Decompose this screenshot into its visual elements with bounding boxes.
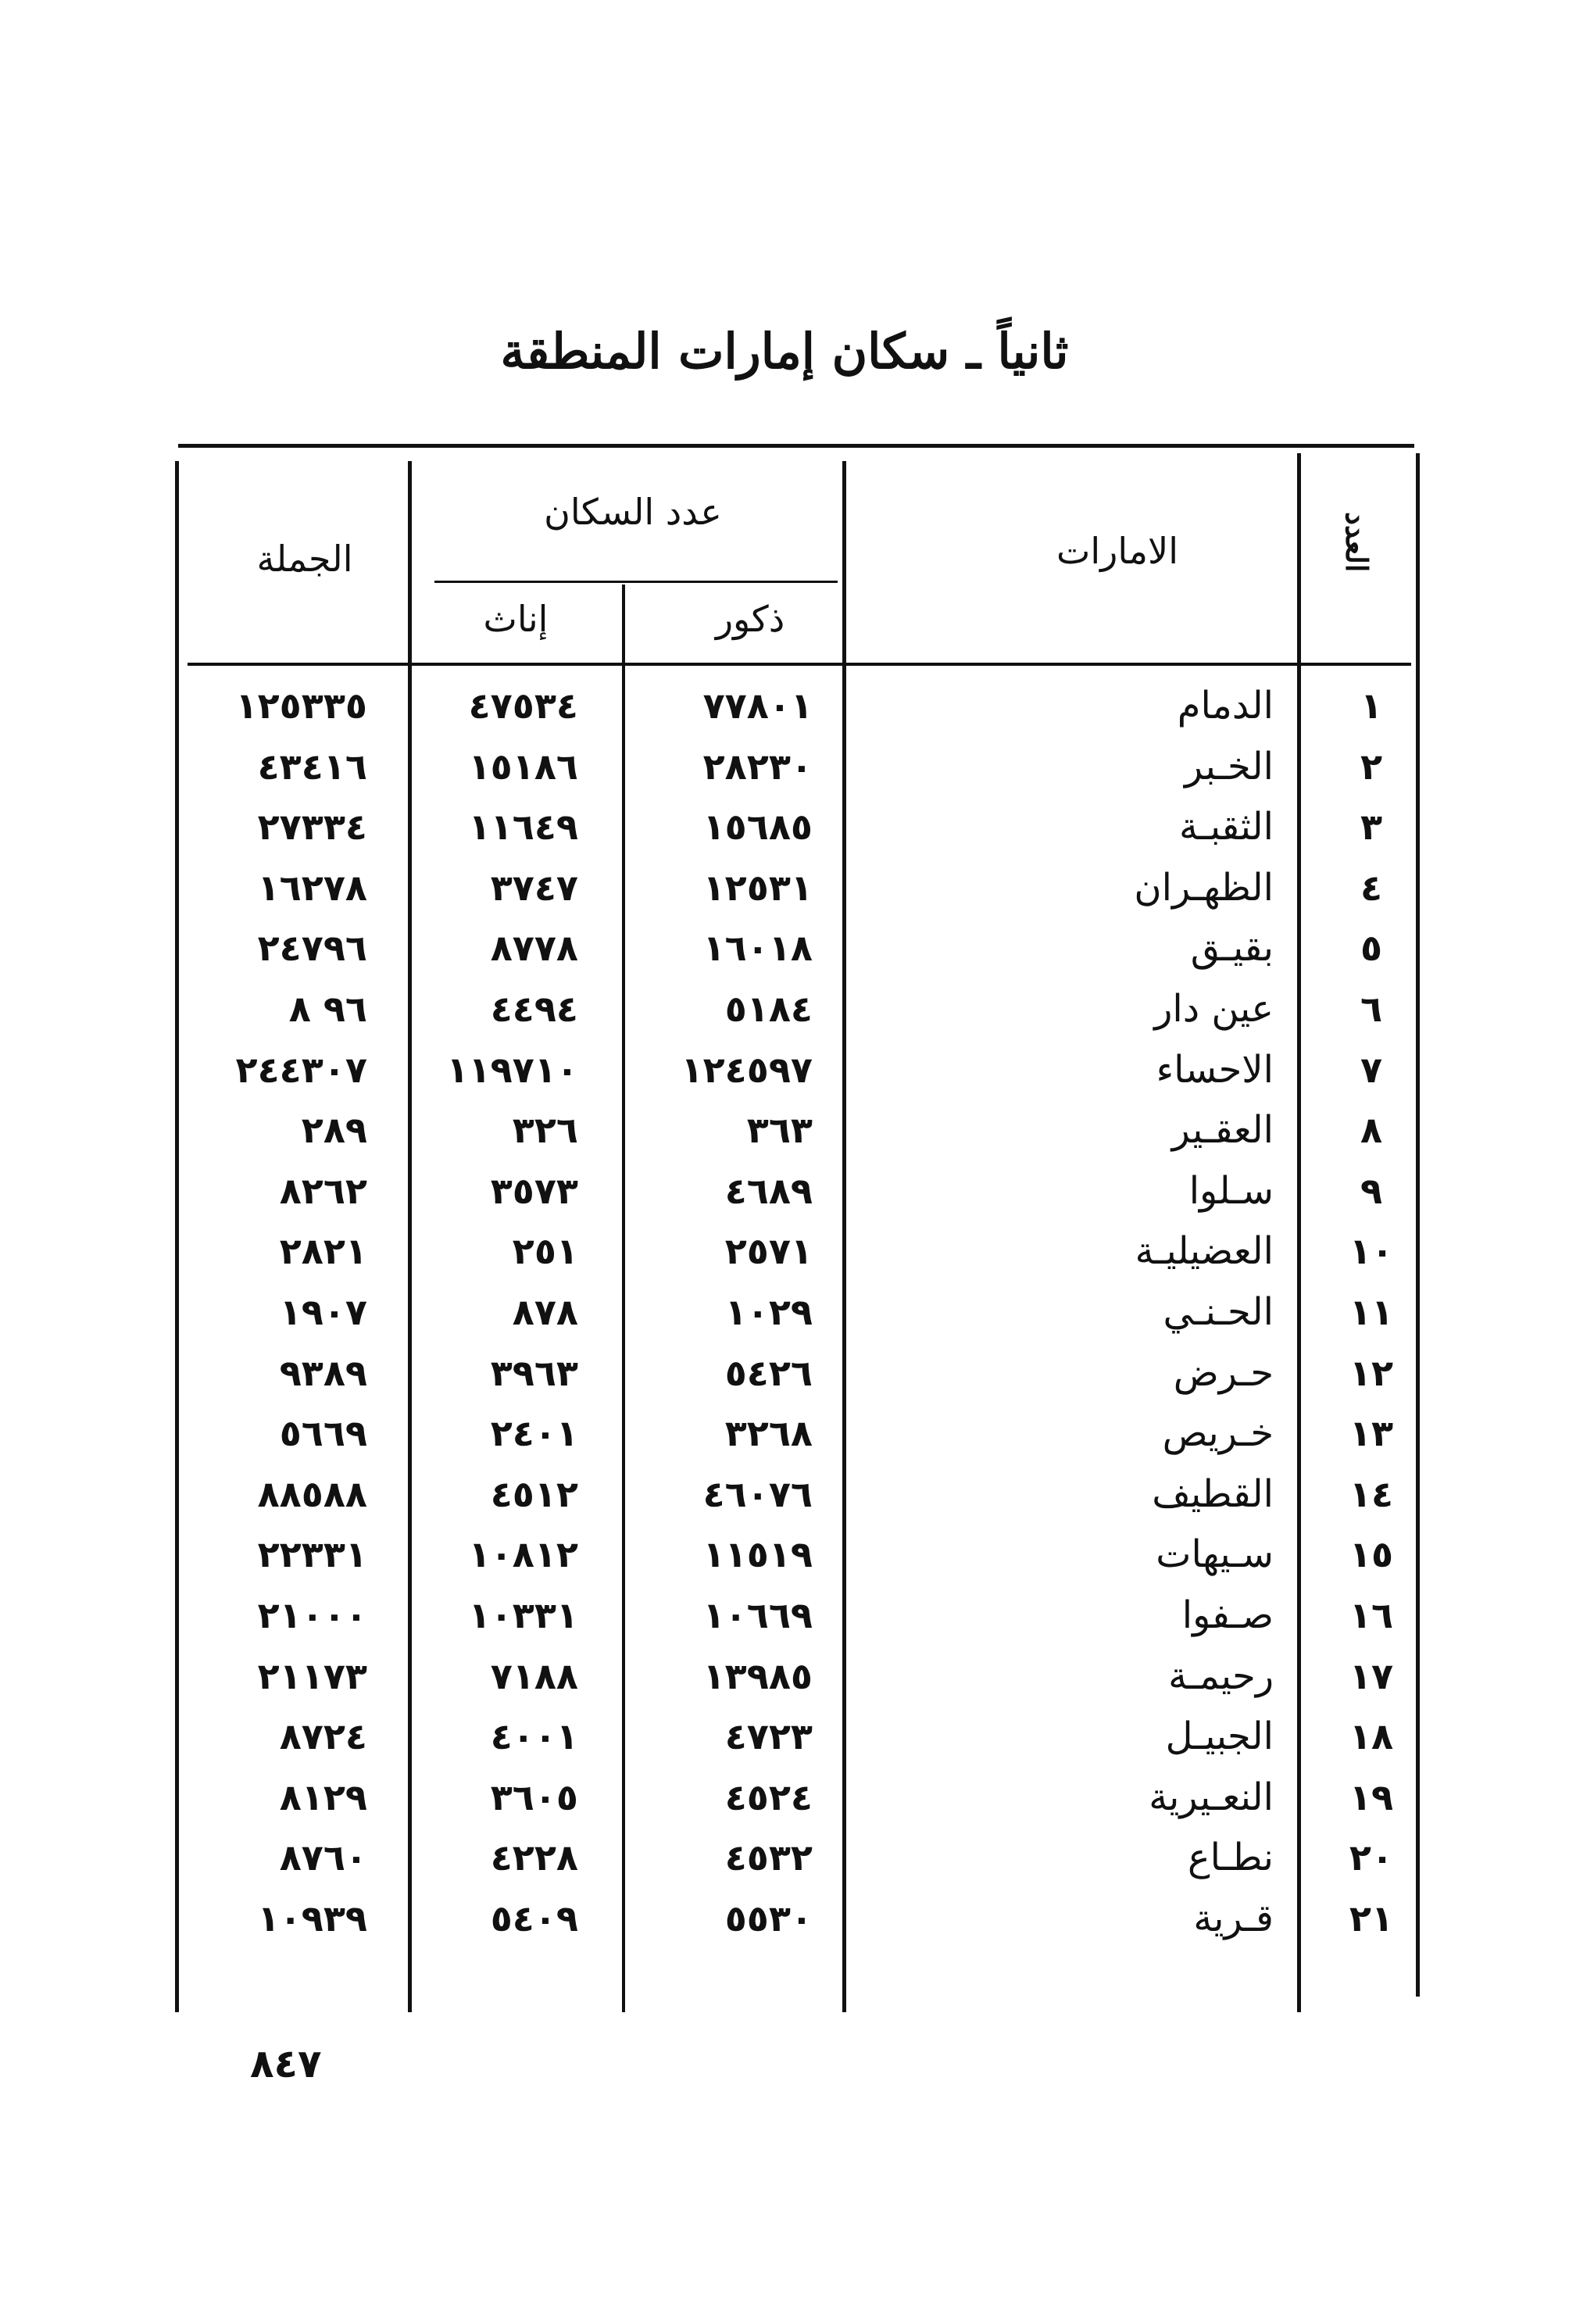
table-row (0, 676, 1569, 735)
table-body (0, 676, 1569, 1940)
female-count: ٨٧٨ (512, 1291, 578, 1333)
male-count: ٥١٨٤ (724, 988, 813, 1030)
header-index: العدد (1339, 512, 1374, 573)
total-count: ٨١٢٩ (279, 1776, 367, 1818)
male-count: ٤٦٠٧٦ (702, 1473, 813, 1515)
row-index: ١ (1360, 685, 1383, 727)
emirate-name: الحـنـي (1163, 1290, 1274, 1334)
female-count: ٣٢٦ (512, 1109, 578, 1151)
page-title: ثانياً ـ سكان إمارات المنطقة (500, 323, 1069, 380)
row-index: ٦ (1360, 988, 1383, 1030)
female-count: ١٠٨١٢ (468, 1533, 578, 1575)
emirate-name: الظهـران (1134, 866, 1274, 910)
male-count: ١٠٢٩ (724, 1291, 813, 1333)
emirate-name: سـلوا (1188, 1169, 1274, 1213)
emirate-name: سـيهات (1156, 1532, 1274, 1576)
male-count: ١٦٠١٨ (702, 927, 813, 969)
male-count: ٢٨٢٣٠ (702, 745, 813, 788)
row-index: ٨ (1360, 1109, 1383, 1151)
emirate-name: عين دار (1154, 987, 1274, 1031)
row-index: ٩ (1360, 1170, 1383, 1212)
female-count: ٧١٨٨ (490, 1655, 578, 1697)
female-count: ٤٤٩٤ (490, 988, 578, 1030)
emirate-name: نطـاع (1187, 1836, 1274, 1879)
emirate-name: العضيليـة (1135, 1229, 1274, 1273)
female-count: ٨٧٧٨ (490, 927, 578, 969)
table-row (0, 1282, 1569, 1342)
row-index: ٧ (1360, 1049, 1383, 1091)
emirate-name: القطيف (1152, 1472, 1274, 1516)
emirate-name: النعـيرية (1149, 1775, 1274, 1819)
row-index: ١٢ (1349, 1352, 1394, 1394)
header-bottom-rule (188, 663, 1411, 666)
female-count: ٤٥١٢ (490, 1473, 578, 1515)
female-count: ١١٦٤٩ (468, 806, 578, 848)
male-count: ١٢٤٥٩٧ (681, 1049, 813, 1091)
table-row (0, 1889, 1569, 1948)
emirate-name: بقيـق (1190, 926, 1274, 970)
female-count: ٤٠٠١ (490, 1715, 578, 1757)
emirate-name: حـرض (1173, 1351, 1274, 1395)
female-count: ٣٧٤٧ (490, 867, 578, 909)
page-number: ٨٤٧ (250, 2041, 322, 2086)
row-index: ١٥ (1349, 1533, 1394, 1575)
male-count: ٢٥٧١ (724, 1230, 813, 1272)
female-count: ١٠٣٣١ (468, 1594, 578, 1636)
total-count: ١٦٢٧٨ (257, 867, 367, 909)
total-count: ٢٧٣٣٤ (257, 806, 367, 848)
total-count: ٩٦ ٨ (288, 988, 367, 1030)
total-count: ٨٢٦٢ (279, 1170, 367, 1212)
table-row (0, 1768, 1569, 1827)
table-row (0, 1525, 1569, 1584)
total-count: ٢٨٢١ (279, 1230, 367, 1272)
table-row (0, 737, 1569, 796)
row-index: ١٣ (1349, 1412, 1394, 1454)
male-count: ٤٧٢٣ (724, 1715, 813, 1757)
table-row (0, 1403, 1569, 1463)
male-count: ١١٥١٩ (702, 1533, 813, 1575)
header-males: ذكور (715, 598, 785, 640)
emirate-name: خـريص (1162, 1411, 1274, 1455)
row-index: ١٦ (1349, 1594, 1394, 1636)
table-row (0, 1707, 1569, 1766)
table-row (0, 1161, 1569, 1221)
row-index: ١٧ (1349, 1655, 1394, 1697)
total-count: ٨٧٦٠ (279, 1836, 367, 1879)
table-row (0, 1040, 1569, 1099)
total-count: ٢١١٧٣ (257, 1655, 367, 1697)
female-count: ٢٥١ (512, 1230, 578, 1272)
total-count: ٩٣٨٩ (279, 1352, 367, 1394)
male-count: ١٠٦٦٩ (702, 1594, 813, 1636)
row-index: ١١ (1349, 1291, 1394, 1333)
total-count: ٥٦٦٩ (279, 1412, 367, 1454)
male-count: ٥٥٣٠ (724, 1897, 813, 1940)
row-index: ٣ (1360, 806, 1383, 848)
female-count: ١٥١٨٦ (468, 745, 578, 788)
female-count: ٣٥٧٣ (490, 1170, 578, 1212)
total-count: ٢٨٩ (301, 1109, 367, 1151)
table-row (0, 918, 1569, 978)
female-count: ٤٢٢٨ (490, 1836, 578, 1879)
total-count: ٤٣٤١٦ (257, 745, 367, 788)
female-count: ١١٩٧١٠ (446, 1049, 578, 1091)
row-index: ٢٠ (1349, 1836, 1394, 1879)
total-count: ٢٤٤٣٠٧ (235, 1049, 367, 1091)
table-row (0, 1343, 1569, 1403)
male-count: ١٢٥٣١ (702, 867, 813, 909)
table-row (0, 1586, 1569, 1645)
emirate-name: الاحساء (1156, 1048, 1274, 1092)
table-row (0, 979, 1569, 1039)
header-females: إناث (483, 598, 549, 640)
male-count: ٥٤٢٦ (724, 1352, 813, 1394)
male-count: ٣٢٦٨ (724, 1412, 813, 1454)
table-row (0, 797, 1569, 856)
total-count: ٨٨٥٨٨ (257, 1473, 367, 1515)
total-count: ٨٧٢٤ (279, 1715, 367, 1757)
table-row (0, 1646, 1569, 1706)
male-count: ٧٧٨٠١ (702, 685, 813, 727)
emirate-name: الخـبر (1185, 745, 1274, 788)
emirate-name: الثقبـة (1178, 805, 1274, 849)
table-row (0, 858, 1569, 917)
total-count: ١٩٠٧ (279, 1291, 367, 1333)
emirate-name: الجبيـل (1165, 1714, 1274, 1758)
male-count: ١٣٩٨٥ (702, 1655, 813, 1697)
population-subheader-rule (434, 581, 838, 583)
total-count: ١٢٥٣٣٥ (235, 685, 367, 727)
total-count: ٢١٠٠٠ (257, 1594, 367, 1636)
row-index: ١٩ (1349, 1776, 1394, 1818)
emirate-name: الدمام (1177, 684, 1274, 728)
row-index: ٤ (1360, 867, 1383, 909)
emirate-name: رحيمـة (1168, 1654, 1274, 1698)
row-index: ١٠ (1349, 1230, 1394, 1272)
table-top-rule (178, 444, 1414, 448)
row-index: ١٨ (1349, 1715, 1394, 1757)
header-emirates: الامارات (1056, 530, 1178, 572)
male-count: ٣٦٣ (746, 1109, 813, 1151)
emirate-name: قـرية (1193, 1897, 1274, 1940)
male-count: ١٥٦٨٥ (702, 806, 813, 848)
total-count: ١٠٩٣٩ (257, 1897, 367, 1940)
male-count: ٤٦٨٩ (724, 1170, 813, 1212)
emirate-name: العقـير (1171, 1108, 1274, 1152)
header-population-count: عدد السكان (544, 491, 722, 533)
total-count: ٢٤٧٩٦ (257, 927, 367, 969)
table-row (0, 1828, 1569, 1887)
male-count: ٤٥٣٢ (724, 1836, 813, 1879)
table-row (0, 1464, 1569, 1524)
female-count: ٣٦٠٥ (490, 1776, 578, 1818)
table-row (0, 1100, 1569, 1160)
female-count: ٤٧٥٣٤ (468, 685, 578, 727)
row-index: ١٤ (1349, 1473, 1394, 1515)
female-count: ٣٩٦٣ (490, 1352, 578, 1394)
row-index: ٢ (1360, 745, 1383, 788)
male-count: ٤٥٢٤ (724, 1776, 813, 1818)
row-index: ٥ (1360, 927, 1383, 969)
table-row (0, 1221, 1569, 1281)
emirate-name: صـفوا (1181, 1593, 1274, 1637)
total-count: ٢٢٣٣١ (257, 1533, 367, 1575)
header-total: الجملة (256, 538, 353, 580)
female-count: ٢٤٠١ (490, 1412, 578, 1454)
female-count: ٥٤٠٩ (490, 1897, 578, 1940)
row-index: ٢١ (1349, 1897, 1394, 1940)
